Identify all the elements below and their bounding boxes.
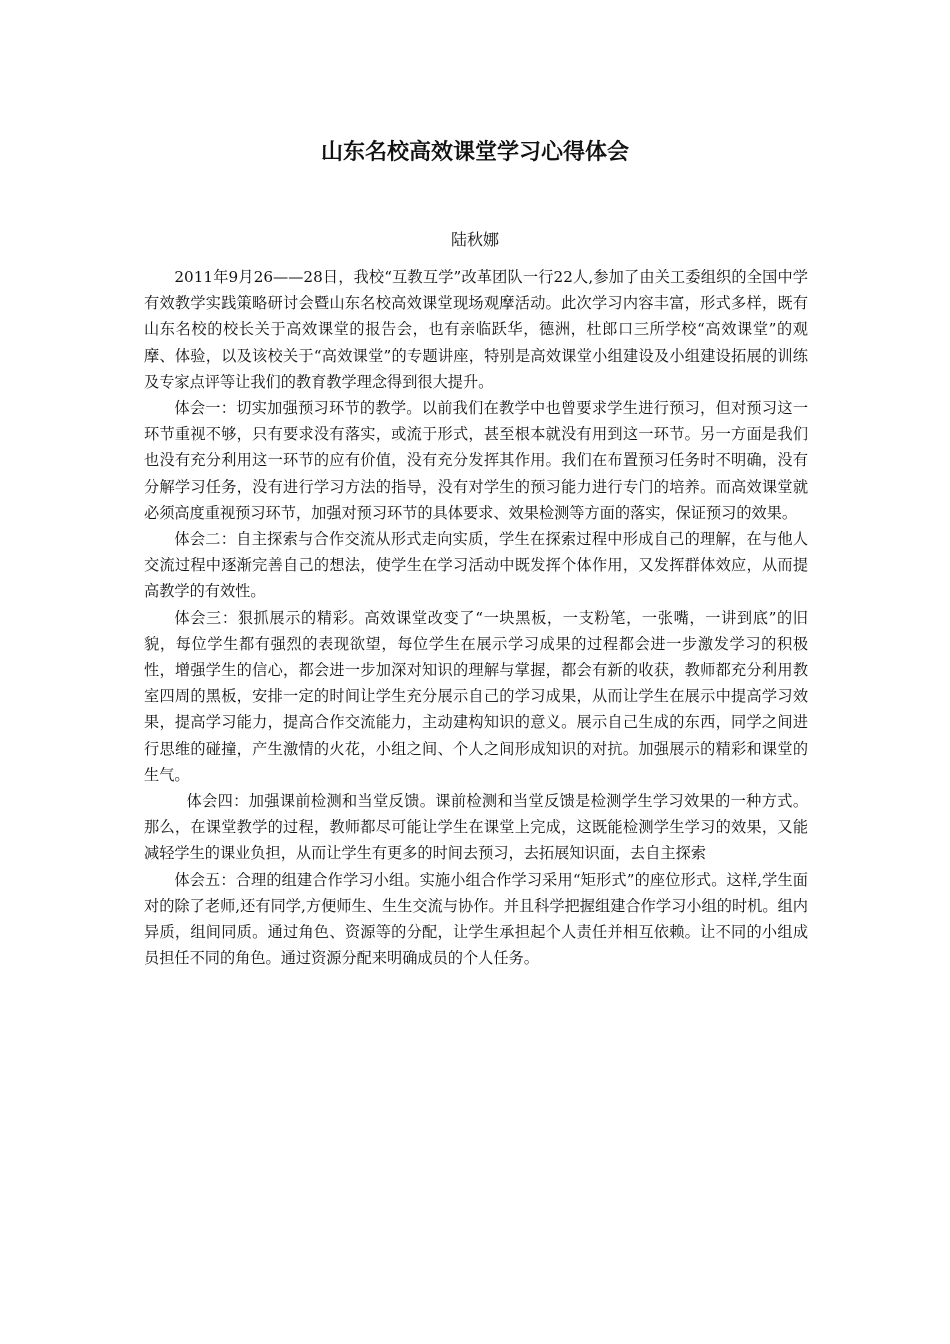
paragraph-insight-1: 体会一：切实加强预习环节的教学。以前我们在教学中也曾要求学生进行预习，但对预习这一环节重视不够，只有要求没有落实，或流于形式，甚至根本就没有用到这一环节。另一方面是我们也没有充分利用这一环节的应有价值，没有充分发挥其作用。我们在布置预习任务时不明确，没有分解学习任务，没有进行学习方法的指导，没有对学生的预习能力进行专门的培养。而高效课堂就必须高度重视预习环节，加强对预习环节的具体要求、效果检测等方面的落实，保证预习的效果。: [144, 399, 808, 522]
paragraph-intro: 2011年9月26——28日，我校“互教互学”改革团队一行22人,参加了由关工委组织的全国中学有效教学实践策略研讨会暨山东名校高效课堂现场观摩活动。此次学习内容丰富，形式多样，既有山东名校的校长关于高效课堂的报告会，也有亲临跃华，德洲，杜郎口三所学校“高效课堂”的观摩、体验，以及该校关于“高效课堂”的专题讲座，特别是高效课堂小组建设及小组建设拓展的训练及专家点评等让我们的教育教学理念得到很大提升。: [144, 268, 808, 391]
paragraph-insight-3: 体会三：狠抓展示的精彩。高效课堂改变了“一块黑板，一支粉笔，一张嘴，一讲到底”的旧貌，每位学生都有强烈的表现欲望，每位学生在展示学习成果的过程都会进一步激发学习的积极性，增强学生的信心，都会进一步加深对知识的理解与掌握，都会有新的收获，教师都充分利用教室四周的黑板，安排一定的时间让学生充分展示自己的学习成果，从而让学生在展示中提高学习效果，提高学习能力，提高合作交流能力，主动建构知识的意义。展示自己生成的东西，同学之间进行思维的碰撞，产生激情的火花，小组之间、个人之间形成知识的对抗。加强展示的精彩和课堂的生气。: [144, 608, 808, 784]
author-name: 陆秋娜: [450, 230, 499, 249]
document-body: [144, 264, 808, 971]
paragraph-insight-5: 体会五：合理的组建合作学习小组。实施小组合作学习采用“矩形式”的座位形式。这样,学生面对的除了老师,还有同学,方便师生、生生交流与协作。并且科学把握组建合作学习小组的时机。组内异质，组间同质。通过角色、资源等的分配，让学生承担起个人责任并相互依赖。让不同的小组成员担任不同的角色。通过资源分配来明确成员的个人任务。: [144, 870, 808, 968]
document-title: 山东名校高效课堂学习心得体会: [320, 139, 629, 165]
paragraph-insight-4: 体会四：加强课前检测和当堂反馈。课前检测和当堂反馈是检测学生学习效果的一种方式。那么，在课堂教学的过程，教师都尽可能让学生在课堂上完成，这既能检测学生学习的效果，又能减轻学生的课业负担，从而让学生有更多的时间去预习，去拓展知识面，去自主探索: [144, 792, 808, 863]
paragraph-insight-2: 体会二：自主探索与合作交流从形式走向实质，学生在探索过程中形成自己的理解，在与他人交流过程中逐渐完善自己的想法，使学生在学习活动中既发挥个体作用，又发挥群体效应，从而提高教学的有效性。: [144, 530, 808, 601]
